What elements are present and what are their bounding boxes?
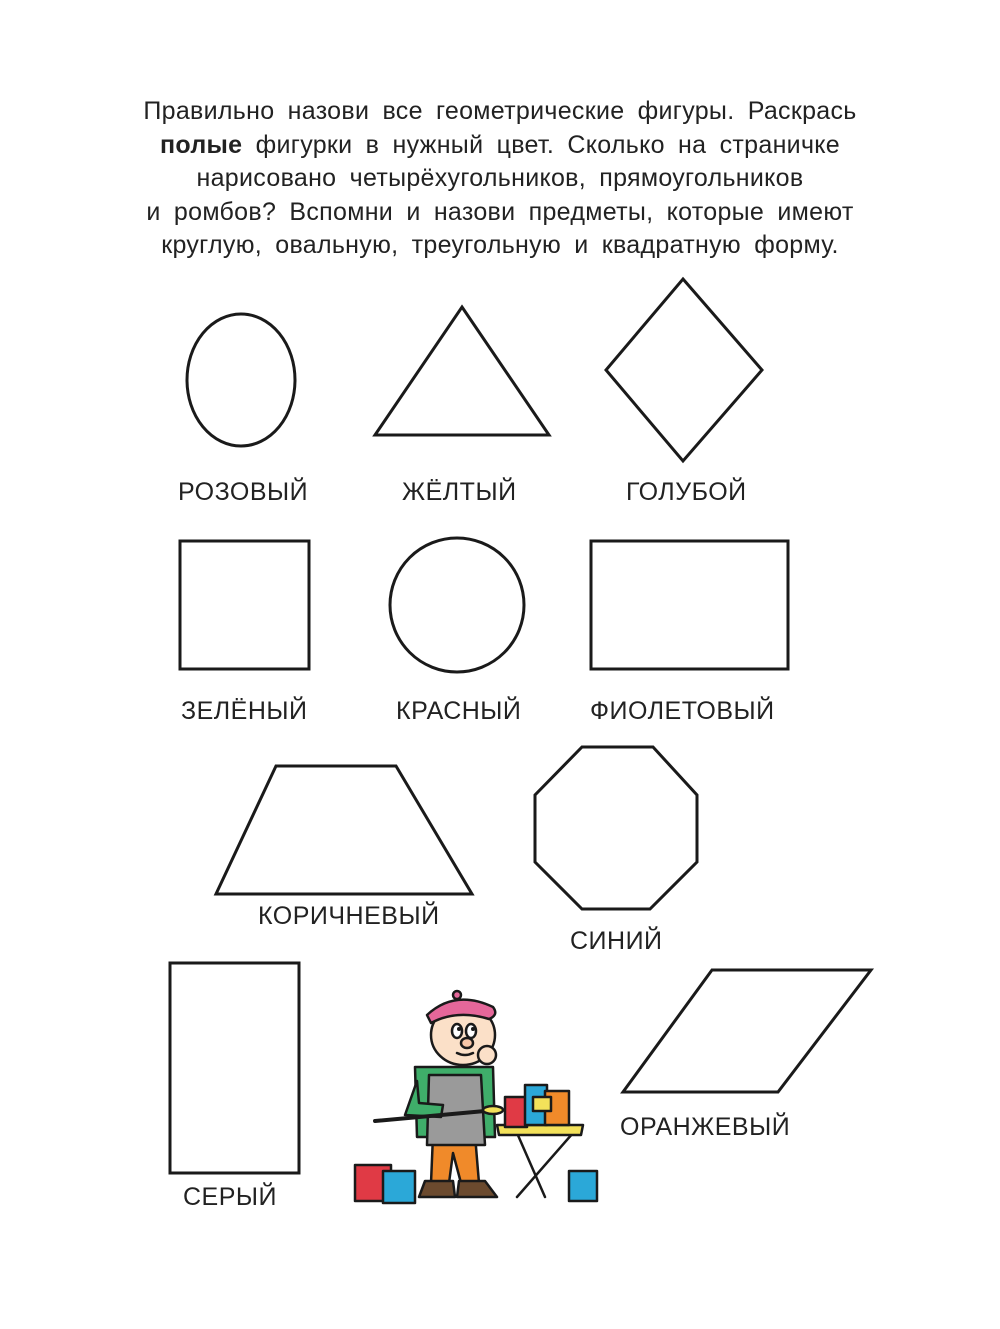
label-square: ЗЕЛЁНЫЙ (181, 697, 308, 725)
label-triangle: ЖЁЛТЫЙ (402, 478, 517, 506)
label-rectangle: ФИОЛЕТОВЫЙ (590, 697, 775, 725)
trapezoid-shape[interactable] (216, 766, 472, 894)
paint-jar (383, 1171, 415, 1203)
brush-tip (483, 1106, 503, 1114)
tall-rectangle-shape[interactable] (170, 963, 299, 1173)
paint-jar (505, 1097, 527, 1127)
parallelogram-shape[interactable] (623, 970, 871, 1092)
rhombus-shape[interactable] (606, 279, 762, 461)
instructions-bold-word: полые (160, 130, 243, 159)
paint-jar (569, 1171, 597, 1201)
hand (478, 1046, 496, 1064)
circle-shape[interactable] (390, 538, 524, 672)
triangle-shape[interactable] (375, 307, 549, 435)
instructions-line-rest: фигурки в нужный цвет. Сколько на страничке (242, 130, 840, 159)
label-circle: КРАСНЫЙ (396, 697, 522, 725)
artist-boy-illustration (345, 985, 610, 1210)
label-tall-rectangle: СЕРЫЙ (183, 1183, 278, 1211)
label-parallelogram: ОРАНЖЕВЫЙ (620, 1113, 791, 1141)
boot (419, 1181, 455, 1197)
label-trapezoid: КОРИЧНЕВЫЙ (258, 902, 440, 930)
boot (457, 1181, 497, 1197)
instructions-line: и ромбов? Вспомни и назови предметы, которые имеют (146, 197, 854, 226)
square-shape[interactable] (180, 541, 309, 669)
label-octagon: СИНИЙ (570, 927, 663, 955)
paint-jar (533, 1097, 551, 1111)
label-oval: РОЗОВЫЙ (178, 478, 309, 506)
instructions-line: круглую, овальную, треугольную и квадратную форму. (161, 231, 839, 259)
oval-shape[interactable] (187, 314, 295, 446)
octagon-shape[interactable] (535, 747, 697, 909)
instructions-line: нарисовано четырёхугольников, прямоугольников (196, 164, 804, 192)
instructions-line: Правильно назови все геометрические фигуры. Раскрась (143, 97, 857, 125)
label-rhombus: ГОЛУБОЙ (626, 478, 747, 506)
rectangle-shape[interactable] (591, 541, 788, 669)
